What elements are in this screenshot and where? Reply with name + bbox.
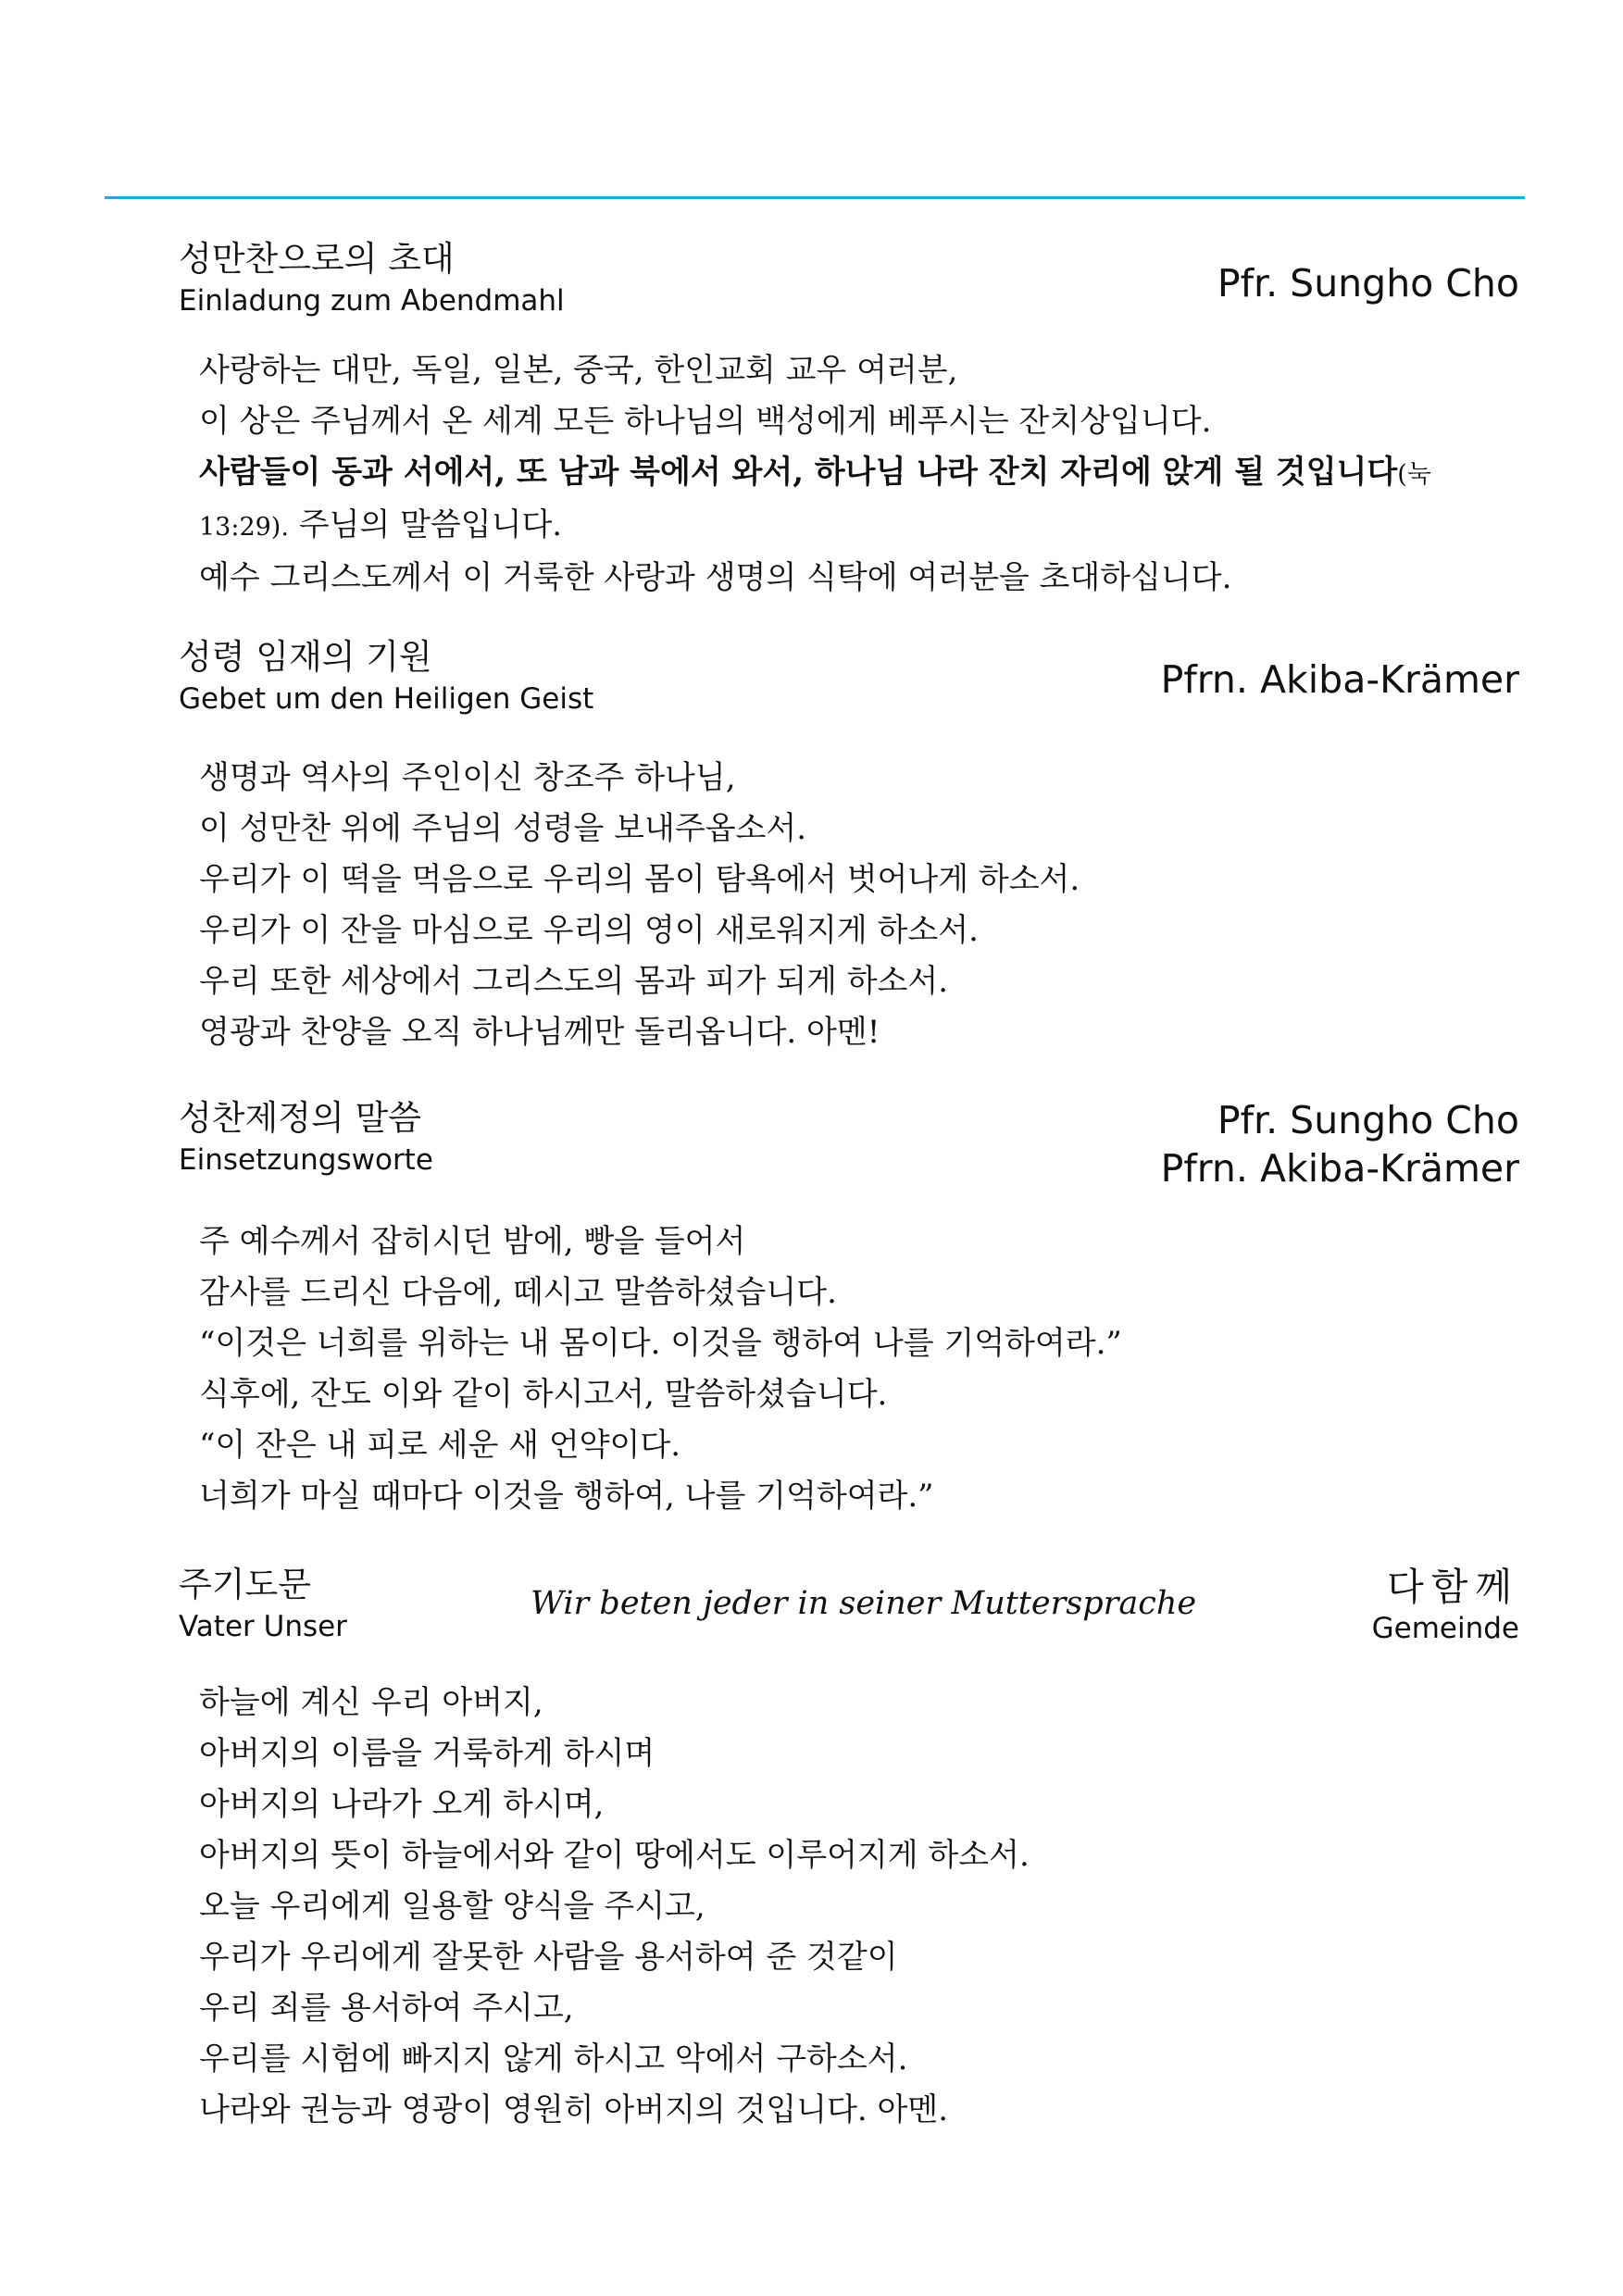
body-line: 감사를 드리신 다음에, 떼시고 말씀하셨습니다. bbox=[199, 1274, 837, 1311]
section-title-korean: 성만찬으로의 초대 bbox=[179, 239, 455, 279]
section-title-german: Gebet um den Heiligen Geist bbox=[179, 682, 594, 716]
body-line: 아버지의 이름을 거룩하게 하시며 bbox=[199, 1735, 655, 1772]
section-body bbox=[199, 1217, 1523, 1522]
section-title-korean: 주기도문 bbox=[179, 1565, 311, 1604]
scripture-quote-line bbox=[199, 447, 1523, 553]
section-title-korean: 성령 임재의 기원 bbox=[179, 637, 432, 677]
section-lords-prayer bbox=[179, 1565, 1519, 2166]
scripture-reference: (눅 13:29). bbox=[199, 460, 1431, 542]
section-body bbox=[199, 753, 1523, 1058]
body-line: 우리가 이 잔을 마심으로 우리의 영이 새로워지게 하소서. bbox=[199, 912, 979, 949]
body-line: 우리를 시험에 빠지지 않게 하시고 악에서 구하소서. bbox=[199, 2040, 908, 2078]
body-line: 아버지의 나라가 오게 하시며, bbox=[199, 1786, 605, 1823]
body-line: 우리 죄를 용서하여 주시고, bbox=[199, 1990, 574, 2027]
speaker-name: Pfr. Sungho Cho bbox=[1217, 1098, 1519, 1142]
speaker-name: Pfr. Sungho Cho bbox=[1217, 261, 1519, 306]
section-title-german: Einsetzungsworte bbox=[179, 1143, 433, 1177]
body-line: 영광과 찬양을 오직 하나님께만 돌리옵니다. 아멘! bbox=[199, 1014, 880, 1051]
section-invitation bbox=[179, 239, 1519, 609]
section-title-german: Einladung zum Abendmahl bbox=[179, 284, 565, 318]
section-title-german: Vater Unser bbox=[179, 1610, 347, 1643]
body-line: 우리 또한 세상에서 그리스도의 몸과 피가 되게 하소서. bbox=[199, 963, 949, 1000]
scripture-quote: 사람들이 동과 서에서, 또 남과 북에서 와서, 하나님 나라 잔치 자리에 앉게 될 것입니다 bbox=[199, 454, 1398, 491]
body-line: 이 상은 주님께서 온 세계 모든 하나님의 백성에게 베푸시는 잔치상입니다. bbox=[199, 403, 1212, 440]
body-line: 오늘 우리에게 일용할 양식을 주시고, bbox=[199, 1888, 705, 1925]
speaker-name: Pfrn. Akiba-Krämer bbox=[1160, 1146, 1519, 1191]
body-line: “이것은 너희를 위하는 내 몸이다. 이것을 행하여 나를 기억하여라.” bbox=[199, 1325, 1122, 1362]
body-line: 생명과 역사의 주인이신 창조주 하나님, bbox=[199, 759, 736, 796]
section-holy-spirit-prayer bbox=[179, 637, 1519, 1072]
section-words-of-institution bbox=[179, 1098, 1519, 1542]
body-line: 이 성만찬 위에 주님의 성령을 보내주옵소서. bbox=[199, 810, 807, 847]
body-line: 너희가 마실 때마다 이것을 행하여, 나를 기억하여라.” bbox=[199, 1478, 934, 1515]
body-line: 예수 그리스도께서 이 거룩한 사랑과 생명의 식탁에 여러분을 초대하십니다. bbox=[199, 559, 1232, 596]
body-line: 나라와 권능과 영광이 영원히 아버지의 것입니다. 아멘. bbox=[199, 2091, 949, 2128]
body-line: 아버지의 뜻이 하늘에서와 같이 땅에서도 이루어지게 하소서. bbox=[199, 1837, 1030, 1874]
body-text-fragment: 주님의 말씀입니다. bbox=[288, 506, 563, 543]
body-line: “이 잔은 내 피로 세운 새 언약이다. bbox=[199, 1427, 681, 1464]
body-line: 우리가 이 떡을 먹음으로 우리의 몸이 탐욕에서 벗어나게 하소서. bbox=[199, 861, 1080, 898]
section-title-korean: 성찬제정의 말씀 bbox=[179, 1098, 421, 1138]
participants-german: Gemeinde bbox=[1371, 1612, 1519, 1645]
body-line: 사랑하는 대만, 독일, 일본, 중국, 한인교회 교우 여러분, bbox=[199, 352, 958, 389]
body-line: 주 예수께서 잡히시던 밤에, 빵을 들어서 bbox=[199, 1223, 746, 1260]
language-instruction-note: Wir beten jeder in seiner Muttersprache bbox=[531, 1585, 1197, 1622]
speaker-name: Pfrn. Akiba-Krämer bbox=[1160, 657, 1519, 702]
section-body bbox=[199, 345, 1523, 604]
top-divider-rule bbox=[105, 196, 1525, 199]
body-line: 우리가 우리에게 잘못한 사람을 용서하여 준 것같이 bbox=[199, 1939, 898, 1976]
body-line: 식후에, 잔도 이와 같이 하시고서, 말씀하셨습니다. bbox=[199, 1376, 888, 1413]
body-line: 하늘에 계신 우리 아버지, bbox=[199, 1684, 543, 1721]
participants-korean: 다함께 bbox=[1387, 1565, 1519, 1609]
section-body bbox=[199, 1678, 1523, 2136]
